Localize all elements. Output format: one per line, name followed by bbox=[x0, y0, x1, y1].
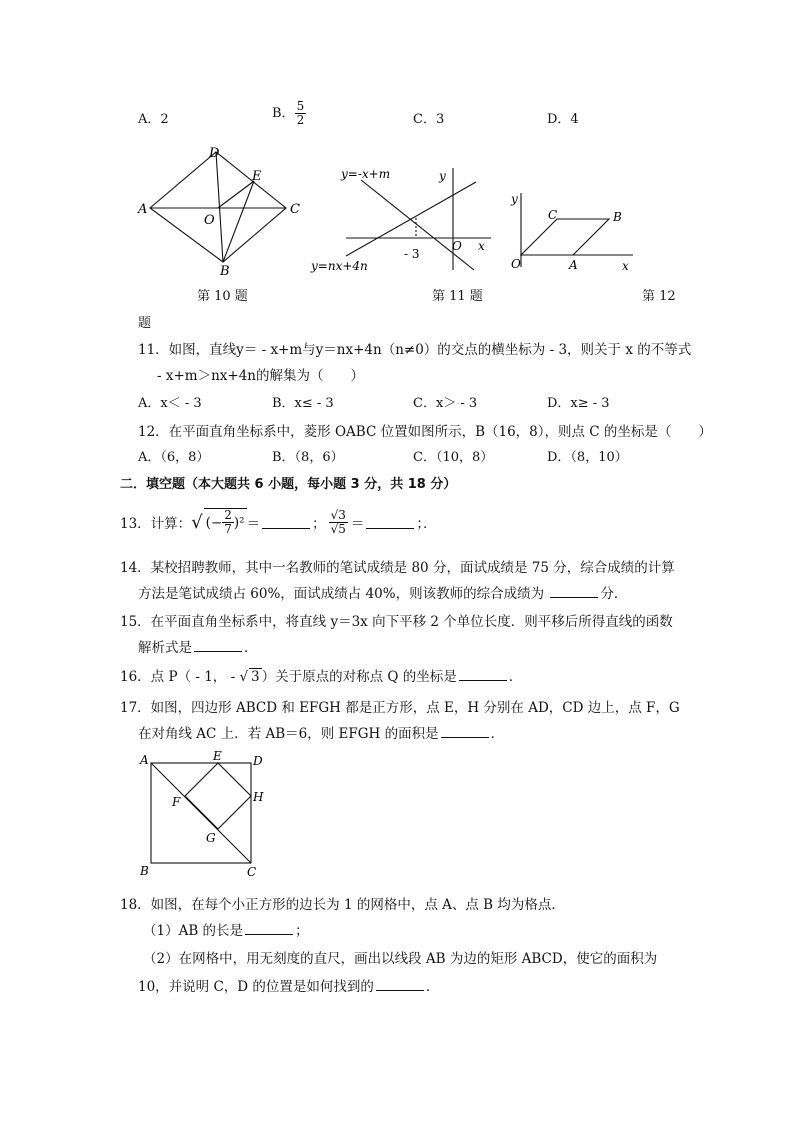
q16: 16．点 P（ - 1， - √ 3 ）关于原点的对称点 Q 的坐标是 ． bbox=[120, 669, 523, 685]
label-neg3: - 3 bbox=[404, 247, 420, 261]
q11-option-b: B．x≤ - 3 bbox=[272, 396, 334, 411]
label-B: B bbox=[220, 264, 230, 277]
diagonal-ac bbox=[151, 763, 251, 863]
label-B: B bbox=[613, 210, 622, 224]
label-C: C bbox=[548, 208, 558, 222]
label-y: y bbox=[439, 169, 446, 183]
label-D: D bbox=[209, 146, 220, 161]
label-O: O bbox=[452, 239, 462, 253]
q15-blank[interactable] bbox=[194, 639, 242, 652]
q11-stem-line2: - x+m＞nx+4n的解集为（ ） bbox=[157, 368, 364, 384]
label-C: C bbox=[247, 865, 257, 879]
label-O: O bbox=[204, 213, 215, 228]
figure-17-squares bbox=[135, 748, 270, 880]
label-E: E bbox=[213, 749, 222, 763]
figure-12-caption-tail: 题 bbox=[138, 316, 152, 331]
q11-option-a: A．x＜ - 3 bbox=[138, 396, 202, 411]
square-efgh bbox=[185, 763, 251, 829]
figure-10-rhombus bbox=[136, 142, 306, 277]
q17-line2: 在对角线 AC 上．若 AB＝6，则 EFGH 的面积是 ． bbox=[138, 726, 505, 742]
label-O: O bbox=[511, 257, 521, 271]
label-x: x bbox=[622, 259, 629, 273]
label-H: H bbox=[253, 790, 264, 804]
label-B: B bbox=[140, 864, 149, 878]
label-C: C bbox=[290, 202, 300, 217]
q15-line1: 15．在平面直角坐标系中，将直线 y＝3x 向下平移 2 个单位长度．则平移后所得直线的函数 bbox=[120, 614, 673, 630]
q16-blank[interactable] bbox=[459, 668, 507, 681]
q13: 13．计算： √ (− $\frac{2}{7}$ )² ＝ ； $\frac{√3}{√5}$ ＝ ；． bbox=[120, 507, 437, 536]
q13-blank-2[interactable] bbox=[366, 516, 414, 529]
q14-line1: 14．某校招聘教师，其中一名教师的笔试成绩是 80 分，面试成绩是 75 分，综合成绩的计算 bbox=[120, 560, 675, 576]
rhombus-oabc bbox=[521, 219, 609, 255]
label-x: x bbox=[478, 239, 485, 253]
q12-option-b: B．（8，6） bbox=[272, 450, 344, 465]
q13-blank-1[interactable] bbox=[262, 516, 310, 529]
figure-11-caption: 第 11 题 bbox=[432, 289, 483, 304]
q18-blank-1[interactable] bbox=[245, 922, 293, 935]
label-A: A bbox=[569, 258, 578, 272]
q17-blank[interactable] bbox=[441, 725, 489, 738]
q17-line1: 17．如图，四边形 ABCD 和 EFGH 都是正方形，点 E，H 分别在 AD，CD 边上，点 F，G bbox=[120, 700, 680, 716]
label-A: A bbox=[138, 202, 148, 217]
label-G: G bbox=[206, 831, 216, 845]
q10-fraction: $\frac{5}{2}$ bbox=[296, 99, 305, 127]
q11-stem-line1: 11．如图，直线y＝ - x+m与y＝nx+4n（n≠0）的交点的横坐标为 - 3，则关于 x 的不等式 bbox=[138, 342, 692, 358]
q11-option-c: C．x＞ - 3 bbox=[413, 396, 478, 411]
q18-sub2-cont: 10，并说明 C，D 的位置是如何找到的 ． bbox=[138, 979, 440, 995]
figure-12-rhombus-axes bbox=[505, 183, 640, 275]
q11-option-d: D．x≥ - 3 bbox=[547, 396, 610, 411]
sqrt-sign: √ bbox=[191, 511, 203, 533]
label-A: A bbox=[140, 753, 149, 767]
q10-option-a: A．2 bbox=[138, 112, 169, 127]
label-line2: y=nx+4n bbox=[311, 259, 368, 273]
label-y: y bbox=[511, 192, 518, 206]
q12-option-d: D．（8，10） bbox=[547, 450, 628, 465]
label-line1: y=-x+m bbox=[341, 167, 391, 181]
q13-fraction-sqrt3-sqrt5: $\frac{√3}{√5}$ bbox=[330, 507, 346, 536]
q10-option-d: D．4 bbox=[547, 112, 579, 127]
figure-10-caption: 第 10 题 bbox=[197, 289, 248, 304]
rhombus-abcd bbox=[150, 152, 286, 262]
label-E: E bbox=[252, 169, 262, 184]
label-D: D bbox=[253, 754, 263, 768]
q14-blank[interactable] bbox=[550, 585, 598, 598]
q14-line2: 方法是笔试成绩占 60%，面试成绩占 40%，则该教师的综合成绩为 分． bbox=[138, 586, 628, 602]
q18-blank-2[interactable] bbox=[376, 978, 424, 991]
sqrt-radicand: (− $\frac{2}{7}$ )² bbox=[205, 508, 245, 536]
label-F: F bbox=[172, 795, 181, 809]
q10-option-b: B． $\frac{5}{2}$ bbox=[272, 99, 305, 127]
q12-option-a: A．（6，8） bbox=[138, 450, 210, 465]
q12-option-c: C．（10，8） bbox=[413, 450, 494, 465]
q18-sub1: （1）AB 的长是 ； bbox=[143, 923, 309, 939]
q10-option-c: C．3 bbox=[413, 112, 445, 127]
q15-line2: 解析式是 ． bbox=[138, 640, 258, 656]
q18-line1: 18．如图，在每个小正方形的边长为 1 的网格中，点 A、点 B 均为格点． bbox=[120, 897, 565, 913]
q18-sub2: （2）在网格中，用无刻度的直尺，画出以线段 AB 为边的矩形 ABCD，使它的面积为 bbox=[143, 951, 658, 967]
q12-stem: 12．在平面直角坐标系中，菱形 OABC 位置如图所示，B（16，8），则点 C 的坐标是（ ） bbox=[138, 424, 712, 440]
section-2-heading: 二．填空题（本大题共 6 小题，每小题 3 分，共 18 分） bbox=[120, 477, 457, 492]
figure-12-caption: 第 12 bbox=[642, 289, 676, 304]
figure-11-lines bbox=[306, 160, 498, 275]
